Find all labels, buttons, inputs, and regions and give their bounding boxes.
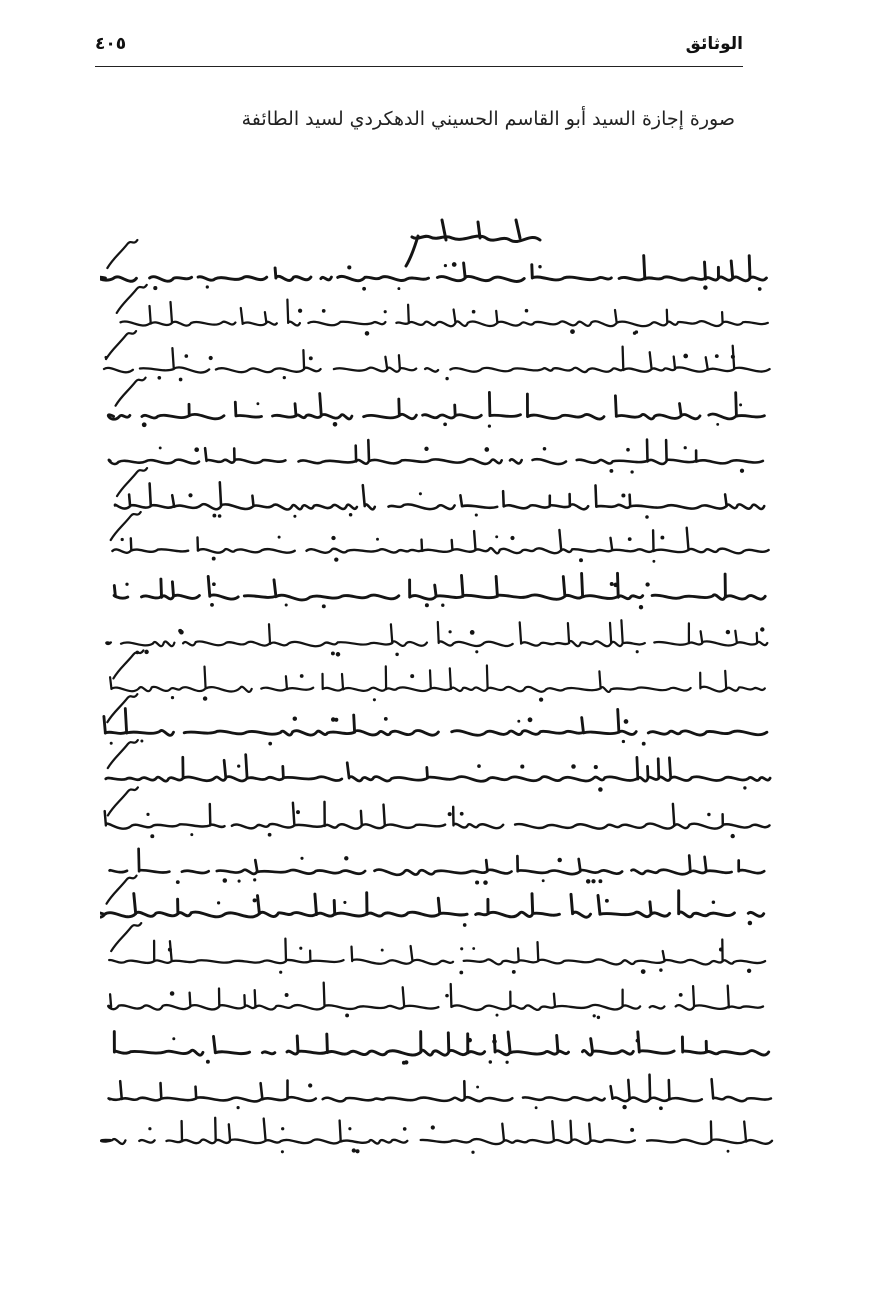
manuscript-dot [535,1106,538,1109]
manuscript-dot [381,949,384,952]
manuscript-dot [331,651,335,655]
manuscript-dot [460,812,464,816]
manuscript-dot [146,813,149,816]
manuscript-dot [726,630,730,634]
manuscript-dot [203,696,207,700]
manuscript-dot [652,560,655,563]
manuscript-line [110,666,765,692]
manuscript-dot [483,880,488,885]
manuscript-dot [488,425,491,428]
manuscript-dot [505,1061,508,1064]
manuscript-dot [395,653,398,656]
manuscript-dot [598,787,603,792]
manuscript-dot [716,423,719,426]
manuscript-margin-note [111,512,141,540]
manuscript-dot [641,969,646,974]
manuscript-dot [150,834,154,838]
manuscript-margin-note [107,694,137,722]
manuscript-dot [538,265,541,268]
manuscript-line [108,983,763,1010]
manuscript-dot [758,287,762,291]
manuscript-dot [557,858,561,862]
manuscript-dot [476,1086,479,1089]
manuscript-dot [334,557,338,561]
manuscript-dot [475,650,478,653]
manuscript-dot [747,969,751,973]
manuscript-dot [703,285,707,289]
manuscript-margin-note [111,923,141,951]
section-name: الوثائق [685,34,743,54]
manuscript-dot [731,355,735,359]
manuscript-dot [684,446,687,449]
manuscript-dot [597,1016,600,1019]
manuscript-dot [630,1128,634,1132]
manuscript-dot [475,513,478,516]
manuscript-dot [586,879,591,884]
manuscript-dot [645,582,649,586]
manuscript-dot [223,878,228,883]
manuscript-dot [715,354,719,358]
manuscript-dot [624,719,629,724]
manuscript-line [109,1075,771,1102]
manuscript-dot [760,627,764,631]
manuscript-dot [384,310,387,313]
manuscript-dot [445,994,449,998]
manuscript-dot [206,285,209,288]
page-number: ٤٠٥ [95,34,127,54]
manuscript-dot [517,720,520,723]
manuscript-dot [125,583,128,586]
manuscript-dot [621,493,625,497]
manuscript-line [105,802,770,829]
manuscript-dot [309,356,313,360]
manuscript-dot [238,880,241,883]
manuscript-line [109,440,763,464]
manuscript-dot [512,970,516,974]
manuscript-dot [731,834,735,838]
manuscript-dot [352,1148,356,1152]
manuscript-dot [345,1013,349,1017]
manuscript-dot [217,901,220,904]
running-head [95,34,743,64]
manuscript-dot [373,698,376,701]
manuscript-margin-note [117,285,147,313]
manuscript-margin-note [108,787,138,815]
manuscript-dot [591,879,595,883]
manuscript-dot [365,331,370,336]
manuscript-margin-note [107,240,137,268]
manuscript-dot [425,603,429,607]
manuscript-dot [172,1037,175,1040]
manuscript-dot [336,652,341,657]
manuscript-dot [424,447,428,451]
manuscript-margin-note [116,378,146,406]
manuscript-dot [157,376,161,380]
manuscript-dot [472,947,475,950]
manuscript-line [104,346,770,373]
manuscript-dot [633,331,637,335]
manuscript-drawing [100,210,780,1210]
manuscript-dot [660,536,664,540]
manuscript-dot [605,899,609,903]
manuscript-dot [410,674,414,678]
manuscript-dot [459,971,463,975]
manuscript-dot [441,604,444,607]
manuscript-dot [622,1105,626,1109]
manuscript-dot [471,1151,474,1154]
manuscript-dot [285,993,289,997]
manuscript-dot [445,377,448,380]
manuscript-dot [707,813,710,816]
manuscript-dot [570,329,575,334]
manuscript-dot [444,264,447,267]
manuscript-dot [683,354,688,359]
manuscript-dot [293,716,297,720]
manuscript-dot [404,1060,408,1064]
manuscript-dot [331,536,335,540]
manuscript-line [108,392,764,419]
manuscript-dot [626,448,630,452]
manuscript-dot [148,1127,151,1130]
manuscript-dot [594,765,598,769]
manuscript-dot [170,991,175,996]
manuscript-dot [279,971,282,974]
manuscript-dot [168,948,172,952]
manuscript-dot [256,402,259,405]
manuscript-margin-note [117,468,147,496]
manuscript-dot [344,856,348,860]
handwritten-manuscript-image [100,210,780,1210]
manuscript-dot [298,309,302,313]
manuscript-dot [194,447,199,452]
manuscript-dot [349,513,353,517]
manuscript-dot [285,603,288,606]
manuscript-dot [719,947,723,951]
manuscript-dot [467,1038,472,1043]
manuscript-dot [334,718,338,722]
manuscript-dot [159,446,162,449]
manuscript-dot [659,968,662,971]
manuscript-dot [610,582,614,586]
manuscript-line [109,939,765,965]
manuscript-dot [188,493,192,497]
manuscript-dot [299,947,302,950]
manuscript-line [100,620,767,646]
manuscript-dot [460,947,463,950]
manuscript-dot [598,879,602,883]
manuscript-dot [384,717,388,721]
manuscript-line [110,849,765,875]
manuscript-dot [743,786,746,789]
manuscript-dot [492,1039,497,1044]
manuscript-dot [308,1083,312,1087]
manuscript-dot [579,558,583,562]
manuscript-dot [477,764,481,768]
manuscript-dot [237,1106,240,1109]
manuscript-margin-note [107,876,137,904]
manuscript-dot [642,742,646,746]
manuscript-dot [475,880,479,884]
manuscript-dot [628,537,632,541]
manuscript-dot [218,514,222,518]
manuscript-dot [539,697,543,701]
manuscript-dot [376,538,379,541]
manuscript-dot [679,993,683,997]
manuscript-dot [397,287,400,290]
manuscript-dot [362,287,366,291]
manuscript-dot [144,650,148,654]
manuscript-dot [525,309,529,313]
manuscript-dot [449,630,452,633]
manuscript-dot [209,356,213,360]
manuscript-dot [121,538,124,541]
manuscript-dot [142,422,147,427]
manuscript-dot [206,1060,210,1064]
manuscript-dot [630,470,633,473]
manuscript-dot [110,742,113,745]
manuscript-dot [179,378,183,382]
manuscript-dot [300,857,303,860]
manuscript-dot [343,901,346,904]
manuscript-dot [253,898,257,902]
manuscript-dot [613,583,617,587]
manuscript-dot [347,265,351,269]
manuscript-line [104,709,767,736]
manuscript-dot [510,536,514,540]
manuscript-dot [543,447,547,451]
manuscript-dot [520,765,524,769]
manuscript-line [106,755,770,782]
manuscript-dot [210,603,214,607]
manuscript-lines [100,240,772,1154]
manuscript-dot [636,1039,640,1043]
manuscript-dot [470,630,475,635]
manuscript-dot [419,492,422,495]
manuscript-dot [403,1127,407,1131]
manuscript-line [114,1032,768,1056]
manuscript-dot [293,515,296,518]
manuscript-dot [283,376,286,379]
header-rule [95,66,743,67]
manuscript-dot [268,742,272,746]
manuscript-dot [268,833,272,837]
manuscript-dot [190,833,193,836]
manuscript-dot [528,717,533,722]
manuscript-dot [443,422,447,426]
manuscript-dot [178,629,182,633]
manuscript-dot [593,1014,596,1017]
manuscript-dot [355,1149,359,1153]
manuscript-dot [542,879,545,882]
manuscript-dot [659,1106,663,1110]
manuscript-dot [748,921,752,925]
manuscript-line [111,300,768,327]
manuscript-dot [296,810,300,814]
document-title: صورة إجازة السيد أبو القاسم الحسيني الدهكردي لسيد الطائفة [241,108,735,130]
manuscript-dot [495,535,498,538]
manuscript-dot [740,469,744,473]
manuscript-dot [333,422,338,427]
manuscript-dot [153,286,157,290]
manuscript-dot [253,878,256,881]
manuscript-dot [448,812,452,816]
manuscript-dot [472,310,476,314]
manuscript-dot [281,1127,284,1130]
manuscript-dot [452,262,457,267]
manuscript-margin-note [106,331,136,359]
manuscript-dot [645,515,649,519]
manuscript-dot [212,514,216,518]
manuscript-dot [278,536,281,539]
manuscript-dot [463,923,467,927]
manuscript-dot [140,740,143,743]
manuscript-line [106,482,764,509]
manuscript-dot [300,674,304,678]
manuscript-dot [348,1127,351,1130]
manuscript-dot [185,354,189,358]
manuscript-dot [571,764,576,769]
manuscript-line [101,1118,772,1144]
basmala-line [406,220,540,266]
manuscript-dot [281,1150,284,1153]
manuscript-dot [176,880,180,884]
manuscript-line [100,256,766,282]
manuscript-dot [431,1125,435,1129]
manuscript-margin-note [113,650,143,678]
manuscript-dot [171,696,174,699]
manuscript-dot [212,582,216,586]
manuscript-dot [622,740,625,743]
manuscript-dot [489,1060,492,1063]
manuscript-line [114,573,765,600]
manuscript-line [100,528,769,554]
manuscript-dot [212,557,216,561]
manuscript-dot [322,604,326,608]
manuscript-dot [496,1014,499,1017]
manuscript-dot [322,309,326,313]
manuscript-dot [739,403,742,406]
manuscript-dot [237,764,240,767]
manuscript-dot [484,447,489,452]
manuscript-dot [636,650,639,653]
manuscript-dot [639,605,643,609]
manuscript-dot [609,469,613,473]
manuscript-dot [712,901,715,904]
manuscript-line [100,891,764,918]
manuscript-dot [727,1150,730,1153]
